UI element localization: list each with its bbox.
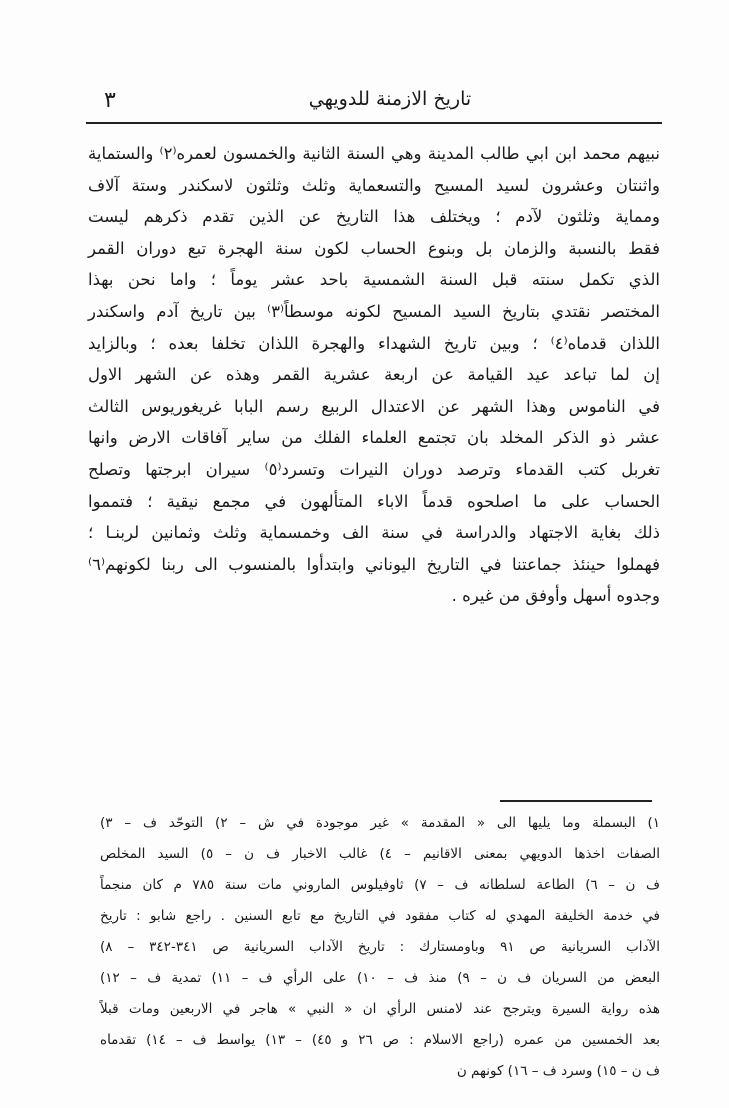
body-line: فهملوا حينئذ جماعتنا في التاريخ اليوناني وابتدأوا بالمنسوب الى ربنا لكونهم⁽٦⁾ bbox=[88, 554, 660, 574]
footnote-line: ١) البسملة وما يليها الى « المقدمة » غير موجودة في ش – ٢) التوحّد ف – ٣) bbox=[100, 815, 660, 831]
footnote-line: هذه رواية السيرة ويترجح عند لامنس الرأي ان « النبي » هاجر في الاربعين ومات قبلاً bbox=[100, 1001, 660, 1017]
body-line: المختصر نقتدي بتاريخ السيد المسيح لكونه موسطاً⁽٣⁾ بين تاريخ آدم واسكندر bbox=[88, 301, 660, 321]
body-line: في الناموس وهذا الشهر عن الاعتدال الربيع رسم البابا غريغوريوس الثالث bbox=[88, 396, 660, 416]
page-number: ٣ bbox=[104, 88, 116, 113]
running-title: تاريخ الازمنة للدويهي bbox=[308, 88, 472, 110]
footnote-line: بعد الخمسين من عمره (راجع الاسلام : ص ٢٦ و ٤٥) – ١٣) يواسط ف – ١٤) تقدماه bbox=[100, 1032, 660, 1048]
body-line: ذلك بغاية الاجتهاد والدراسة في سنة الف وخمسماية وثلث وثمانين لربنـا ؛ bbox=[88, 523, 660, 543]
footnote-rule bbox=[500, 800, 652, 802]
footnote-line: ف ن – ٦) الطاعة لسلطانه ف – ٧) ثاوفيلوس الماروني مات سنة ٧٨٥ م كان منجماً bbox=[100, 877, 660, 893]
body-line: فقط بالنسبة والزمان بل وبنوع الحساب لكون سنة الهجرة تبع دوران القمر bbox=[88, 238, 660, 258]
footnote-line: ف ن – ١٥) وسرد ف – ١٦) كونهم ن bbox=[456, 1063, 660, 1079]
body-line: الحساب على ما اصلحوه قدماً الاباء المتألهون في مجمع نيقية ؛ فتمموا bbox=[88, 491, 660, 511]
footnote-line: في خدمة الخليفة المهدي له كتاب مفقود في التاريخ مع تابع السنين . راجع شابو : تاريخ bbox=[100, 908, 660, 924]
footnote-line: الآداب السريانية ص ٩١ وباومستارك : تاريخ الآداب السريانية ص ٣٤١-٣٤٢ – ٨) bbox=[100, 939, 660, 955]
body-line: وجدوه أسهل وأوفق من غيره . bbox=[451, 586, 660, 606]
body-line: تغربل كتب القدماء وترصد دوران النيرات وتسرد⁽٥⁾ سيران ابرجتها وتصلح bbox=[88, 459, 660, 479]
footnote-line: الصفات اخذها الدويهي بمعنى الاقانيم – ٤) غالب الاخبار ف ن – ٥) السيد المخلص bbox=[100, 846, 660, 862]
body-line: الذي تكمل سنته قبل السنة الشمسية باحد عشر يوماً ؛ واما نحن بهذا bbox=[88, 270, 660, 290]
footnote-line: البعض من السريان ف ن – ٩) منذ ف – ١٠) على الرأي ف – ١١) تمدية ف – ١٢) bbox=[100, 970, 661, 986]
body-text bbox=[88, 138, 660, 612]
body-line: واثنتان وعشرون لسيد المسيح والتسعماية وثلث وثلثون لاسكندر وستة آلاف bbox=[88, 175, 660, 195]
body-line: إن لما تباعد عيد القيامة عن اربعة عشرية القمر وهذه عن الشهر الاول bbox=[88, 365, 660, 385]
body-line: اللذان قدماه⁽٤⁾ ؛ وبين تاريخ الشهداء والهجرة اللذان تخلفا بعده ؛ وبالزايد bbox=[88, 333, 660, 353]
footnotes bbox=[100, 808, 660, 1087]
header-rule bbox=[86, 122, 662, 124]
body-line: ومماية وثلثون لآدم ؛ ويختلف هذا التاريخ عن الذين تقدم ذكرهم ليست bbox=[88, 207, 660, 227]
body-line: نبيهم محمد ابن ابي طالب المدينة وهي السنة الثانية والخمسون لعمره⁽٢⁾ والستماية bbox=[88, 144, 660, 163]
body-line: عشر ذو الذكر المخلد بان تجتمع العلماء الفلك من ساير آفاقات الارض وانها bbox=[88, 428, 660, 448]
